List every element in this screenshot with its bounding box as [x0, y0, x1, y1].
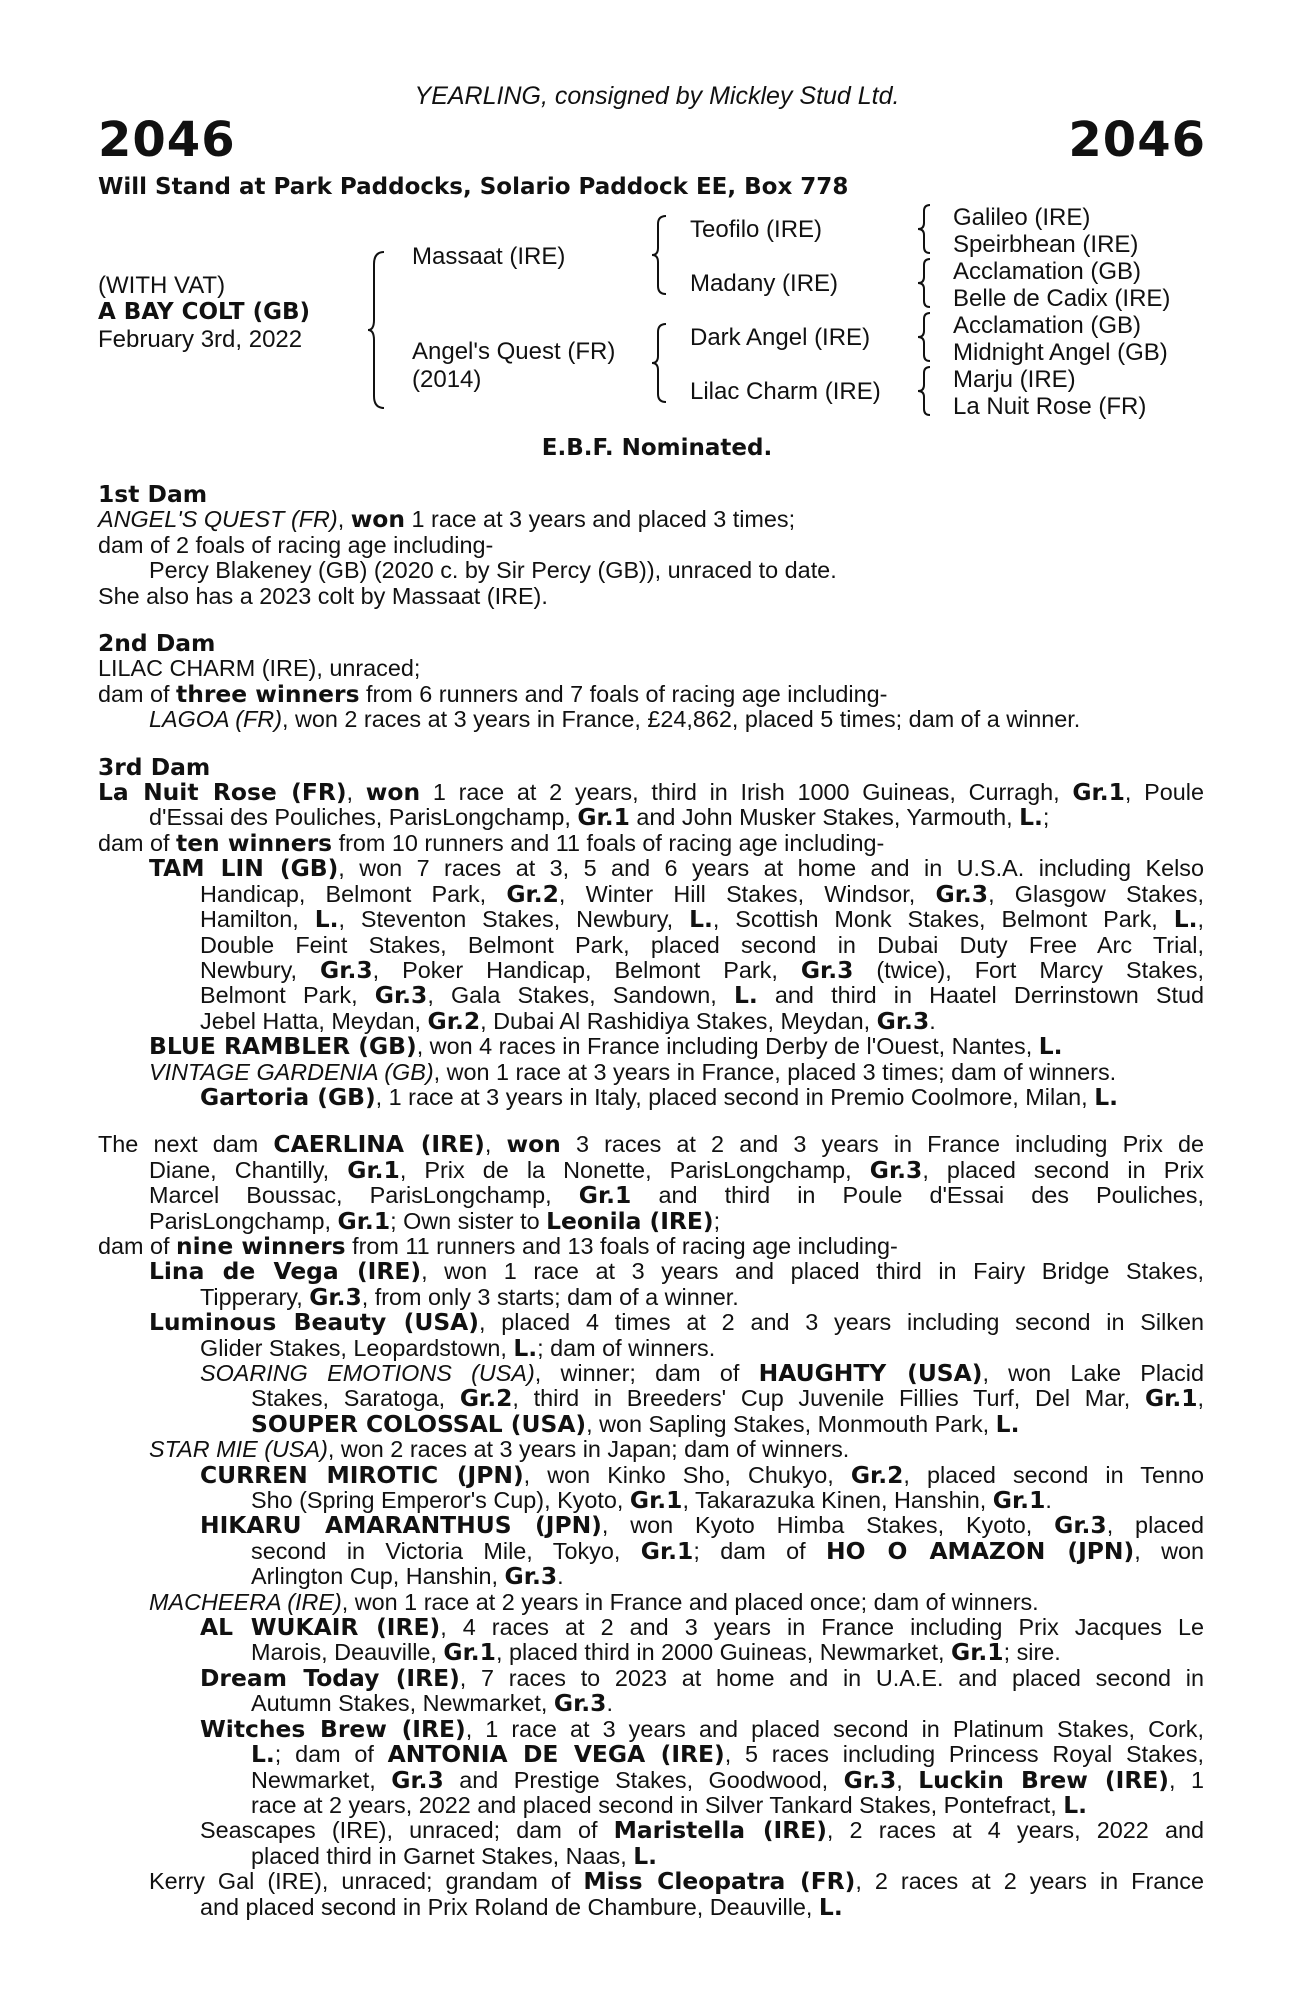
line-text: Leonila (IRE) [546, 1206, 714, 1235]
line-text: SOARING EMOTIONS (USA) [200, 1360, 535, 1386]
line-text: , 1 race at 3 years and placed second in Platinum Stakes, Cork, [465, 1715, 1204, 1742]
line-text: three winners [176, 679, 360, 708]
family-line [98, 1841, 1204, 1870]
line-text: , [896, 1766, 919, 1793]
family-details [98, 482, 1204, 1942]
line-text: , 5 races including Princess Royal Stakes, [724, 1741, 1204, 1768]
foaling-date: February 3rd, 2022 [98, 326, 303, 353]
line-text: , won 2 races at 3 years in France, £24,862, placed 5 times; dam of a winner. [282, 706, 1081, 733]
line-text: Lina de Vega (IRE) [149, 1257, 422, 1286]
line-text: Jebel Hatta, Meydan, [200, 1007, 428, 1034]
line-text: , Gala Stakes, Sandown, [427, 982, 734, 1009]
line-text: Gr.2 [459, 1384, 513, 1413]
line-text: ANGEL'S QUEST (FR) [98, 506, 338, 533]
family-line [98, 533, 1204, 558]
line-text: Stakes, Saratoga, [251, 1385, 460, 1412]
family-line [98, 1790, 1204, 1819]
grandsire-1: Galileo (IRE) [953, 204, 1091, 231]
line-text: (twice), Fort Marcy Stakes, [853, 956, 1204, 983]
line-text: Gr.3 [504, 1562, 558, 1591]
line-text: L. [1173, 905, 1198, 934]
family-line [98, 584, 1204, 609]
dam-sire: Dark Angel (IRE) [690, 324, 871, 351]
sire-dam: Madany (IRE) [690, 270, 839, 297]
line-text: . [929, 1007, 936, 1034]
line-text: HAUGHTY (USA) [758, 1359, 983, 1387]
line-text: Gartoria (GB) [200, 1082, 376, 1111]
line-text: . [1045, 1487, 1052, 1514]
line-text: Newbury, [200, 956, 321, 983]
line-text: Gr.1 [578, 1181, 632, 1210]
line-text: Hamilton, [200, 906, 315, 933]
line-text: , won Lake Placid [982, 1360, 1204, 1386]
line-text: . [557, 1563, 564, 1590]
line-text: Gr.1 [1144, 1384, 1198, 1413]
horse-name: A BAY COLT (GB) [98, 299, 311, 325]
line-text: BLUE RAMBLER (GB) [149, 1032, 417, 1061]
family-line [98, 983, 1204, 1008]
line-text: LILAC CHARM (IRE), unraced; [98, 655, 421, 682]
line-text: Gr.1 [337, 1206, 391, 1235]
line-text: Gr.3 [374, 981, 428, 1010]
line-text: Gr.3 [553, 1689, 607, 1718]
family-line [98, 1460, 1205, 1489]
line-text: Gr.3 [391, 1765, 444, 1794]
family-line [98, 1437, 1204, 1462]
line-text: second in Victoria Mile, Tokyo, [251, 1537, 641, 1564]
line-text: and Prestige Stakes, Goodwood, [443, 1766, 844, 1793]
line-text: Double Feint Stakes, Belmont Park, placed second in Dubai Duty Free Arc Trial, [200, 931, 1204, 958]
family-section [98, 1132, 1204, 1920]
line-text: Luckin Brew (IRE) [918, 1765, 1169, 1794]
line-text: and John Musker Stakes, Yarmouth, [629, 804, 1020, 831]
line-text: from 11 runners and 13 foals of racing age including- [345, 1232, 898, 1259]
line-text: ; [1042, 804, 1050, 831]
line-text: TAM LIN (GB) [149, 854, 339, 883]
line-text: , placed third in 2000 Guineas, Newmarket, [495, 1639, 952, 1666]
family-line [98, 879, 1204, 908]
line-text: L. [251, 1740, 275, 1769]
catalogue-subtitle: YEARLING, consigned by Mickley Stud Ltd. [414, 82, 900, 110]
family-line [98, 1536, 1204, 1565]
line-text: 3 races at 2 and 3 years in France including Prix de [560, 1131, 1205, 1158]
line-text: HIKARU AMARANTHUS (JPN) [200, 1511, 602, 1540]
line-text: , won 7 races at 3, 5 and 6 years at home and in U.S.A. including Kelso [338, 855, 1204, 882]
family-line [98, 1082, 1204, 1111]
family-line [98, 780, 1204, 805]
section-heading: 2nd Dam [98, 629, 216, 658]
line-text: ; [713, 1207, 721, 1234]
sire-dam-brace [368, 250, 390, 410]
line-text: and third in Haatel Derrinstown Stud [757, 982, 1204, 1009]
section-heading: 1st Dam [98, 480, 208, 508]
line-text: , 2 races at 4 years, 2022 and [826, 1817, 1204, 1844]
family-line [98, 1361, 1204, 1386]
line-text: Gr.2 [427, 1006, 481, 1035]
line-text: Tipperary, [200, 1283, 310, 1310]
line-text: , 2 races at 2 years in France [855, 1868, 1204, 1895]
line-text: from 10 runners and 11 foals of racing age including- [332, 829, 885, 856]
line-text: , Steventon Stakes, Newbury, [338, 906, 690, 933]
family-line [98, 1742, 1204, 1767]
family-line [98, 1663, 1204, 1692]
line-text: , placed 4 times at 2 and 3 years including second in Silken [478, 1309, 1204, 1336]
family-line [98, 1155, 1204, 1184]
line-text: Gr.3 [869, 1155, 923, 1184]
family-line [98, 1282, 1204, 1311]
family-line [98, 1564, 1204, 1589]
granddam-4: La Nuit Rose (FR) [953, 393, 1147, 420]
line-text: , won Kinko Sho, Chukyo, [523, 1461, 851, 1488]
line-text: 1 race at 3 years and placed 3 times; [405, 506, 796, 533]
line-text: Percy Blakeney (GB) (2020 c. by Sir Percy (GB)), unraced to date. [149, 557, 837, 584]
family-line [98, 1034, 1204, 1059]
family-line [98, 1765, 1204, 1794]
line-text: Gr.3 [309, 1282, 362, 1311]
line-text: , placed [1106, 1512, 1204, 1539]
grand-brace-1 [918, 203, 936, 255]
dam-line-brace [652, 322, 672, 404]
family-section [98, 482, 1204, 609]
line-text: , won [1134, 1537, 1204, 1564]
line-text: placed third in Garnet Stakes, Naas, [251, 1842, 634, 1869]
family-line [98, 707, 1204, 732]
line-text: , placed second in Prix [922, 1156, 1204, 1183]
line-text: , Winter Hill Stakes, Windsor, [558, 880, 936, 907]
sire-sire: Teofilo (IRE) [690, 216, 823, 243]
line-text: Gr.1 [443, 1638, 496, 1667]
line-text: , won 2 races at 3 years in Japan; dam of winners. [327, 1436, 850, 1463]
line-text: Gr.1 [629, 1486, 683, 1515]
granddam-3: Midnight Angel (GB) [953, 339, 1168, 366]
family-line [98, 1386, 1204, 1411]
line-text: Gr.1 [577, 803, 630, 832]
sire-name: Massaat (IRE) [412, 243, 566, 270]
line-text: L. [1063, 1790, 1088, 1819]
family-line [98, 558, 1204, 583]
line-text: Miss Cleopatra (FR) [583, 1867, 856, 1896]
family-line [98, 955, 1204, 984]
line-text: Marcel Boussac, ParisLongchamp, [149, 1182, 579, 1209]
line-text: ; dam of winners. [537, 1334, 716, 1361]
family-section [98, 631, 1204, 733]
line-text: LAGOA (FR) [149, 706, 282, 733]
line-text: , Dubai Al Rashidiya Stakes, Meydan, [480, 1007, 877, 1034]
line-text: She also has a 2023 colt by Massaat (IRE). [98, 582, 548, 609]
line-text: ; sire. [1003, 1639, 1061, 1666]
grandsire-2: Acclamation (GB) [953, 258, 1142, 285]
line-text: , won 1 race at 3 years and placed third in Fairy Bridge Stakes, [421, 1258, 1205, 1285]
line-text: L. [1019, 803, 1043, 832]
line-text: Gr.1 [640, 1536, 694, 1565]
line-text: AL WUKAIR (IRE) [200, 1613, 441, 1642]
line-text: Gr.1 [992, 1486, 1046, 1515]
family-line [98, 679, 1204, 708]
family-line [98, 1892, 1204, 1921]
vat-note: (WITH VAT) [98, 272, 226, 299]
line-text: L. [513, 1333, 538, 1362]
line-text: dam of [98, 680, 177, 707]
granddam-2: Belle de Cadix (IRE) [953, 285, 1171, 312]
family-line [98, 828, 1204, 857]
line-text: Gr.3 [843, 1765, 897, 1794]
family-section [98, 752, 1204, 1111]
dam-name: Angel's Quest (FR) [412, 338, 616, 365]
line-text: , [1197, 906, 1204, 933]
line-text: , Scottish Monk Stakes, Belmont Park, [712, 906, 1174, 933]
line-text: , 7 races to 2023 at home and in U.A.E. and placed second in [459, 1664, 1204, 1691]
line-text: L. [689, 905, 713, 934]
family-line [98, 1231, 1204, 1260]
family-line [98, 1691, 1204, 1716]
line-text: , 1 race at 3 years in Italy, placed second in Premio Coolmore, Milan, [375, 1083, 1095, 1110]
family-line [98, 1488, 1204, 1513]
line-text: SOUPER COLOSSAL (USA) [251, 1409, 587, 1438]
family-line [98, 933, 1204, 958]
ebf-nominated: E.B.F. Nominated. [541, 435, 773, 461]
line-text: Gr.1 [1072, 778, 1125, 807]
line-text: The next dam [98, 1131, 274, 1158]
family-line [98, 1060, 1204, 1085]
line-text: Gr.2 [506, 879, 559, 908]
grand-brace-2 [918, 257, 936, 309]
line-text: Maristella (IRE) [613, 1816, 827, 1845]
line-text: , won Sapling Stakes, Monmouth Park, [586, 1410, 996, 1437]
line-text: , from only 3 starts; dam of a winner. [361, 1283, 739, 1310]
line-text: CURREN MIROTIC (JPN) [200, 1460, 524, 1489]
line-text: , Takarazuka Kinen, Hanshin, [682, 1487, 993, 1514]
section-heading: 3rd Dam [98, 752, 211, 781]
line-text: Gr.3 [800, 955, 854, 984]
line-text: won [350, 505, 406, 534]
family-line [98, 1640, 1204, 1665]
family-line [98, 1818, 1204, 1843]
family-line [98, 1183, 1204, 1208]
line-text: , Glasgow Stakes, [988, 880, 1204, 907]
family-line [98, 1513, 1204, 1538]
line-text: L. [314, 905, 339, 934]
line-text: , [337, 506, 351, 533]
sire-line-brace [652, 214, 672, 296]
line-text: ; dam of [693, 1537, 827, 1564]
line-text: ; Own sister to [390, 1207, 547, 1234]
line-text: Newmarket, [251, 1766, 392, 1793]
stand-location: Will Stand at Park Paddocks, Solario Paddock EE, Box 778 [98, 174, 849, 200]
family-line [98, 907, 1204, 932]
dam-dam: Lilac Charm (IRE) [690, 378, 881, 405]
line-text: Arlington Cup, Hanshin, [251, 1563, 505, 1590]
line-text: , Poule [1124, 779, 1204, 806]
line-text: , [1197, 1385, 1204, 1412]
line-text: race at 2 years, 2022 and placed second in Silver Tankard Stakes, Pontefract, [251, 1791, 1064, 1818]
line-text: Gr.1 [951, 1638, 1004, 1667]
line-text: ; dam of [274, 1741, 388, 1768]
family-line [98, 1869, 1204, 1894]
line-text: , [346, 779, 366, 806]
line-text: La Nuit Rose (FR) [98, 778, 347, 807]
family-line [98, 507, 1204, 532]
family-line [98, 1409, 1204, 1438]
line-text: Handicap, Belmont Park, [200, 880, 507, 907]
line-text: , won Kyoto Himba Stakes, Kyoto, [601, 1512, 1055, 1539]
line-text: Dream Today (IRE) [200, 1663, 460, 1692]
line-text: L. [1038, 1032, 1063, 1061]
line-text: and third in Poule d'Essai des Pouliches, [631, 1182, 1204, 1209]
grand-brace-4 [918, 365, 936, 417]
line-text: Gr.3 [1054, 1511, 1107, 1540]
line-text: , [484, 1131, 507, 1158]
line-text: . [606, 1690, 613, 1717]
line-text: from 6 runners and 7 foals of racing age including- [359, 680, 888, 707]
line-text: L. [633, 1841, 658, 1870]
line-text: L. [995, 1409, 1020, 1438]
family-line [98, 1714, 1204, 1743]
line-text: Gr.1 [347, 1155, 400, 1184]
family-line [98, 1259, 1204, 1284]
line-text: VINTAGE GARDENIA (GB) [149, 1058, 434, 1085]
line-text: , Poker Handicap, Belmont Park, [372, 956, 801, 983]
line-text: Kerry Gal (IRE), unraced; grandam of [149, 1868, 584, 1895]
family-line [98, 1615, 1204, 1640]
line-text: Gr.3 [320, 955, 373, 984]
family-line [98, 1206, 1204, 1235]
grandsire-4: Marju (IRE) [953, 366, 1076, 393]
family-line [98, 1006, 1204, 1035]
line-text: won [365, 778, 421, 807]
line-text: ten winners [176, 828, 333, 857]
family-line [98, 856, 1204, 881]
lot-number-right: 2046 [1068, 112, 1206, 168]
line-text: , winner; dam of [534, 1360, 759, 1386]
line-text: d'Essai des Pouliches, ParisLongchamp, [149, 804, 578, 831]
family-line [98, 656, 1204, 681]
line-text: , third in Breeders' Cup Juvenile Fillies Turf, Del Mar, [512, 1385, 1145, 1412]
line-text: , 4 races at 2 and 3 years in France including Prix Jacques Le [440, 1614, 1204, 1641]
line-text: , Prix de la Nonette, ParisLongchamp, [399, 1156, 870, 1183]
line-text: Marois, Deauville, [251, 1639, 444, 1666]
line-text: Luminous Beauty (USA) [149, 1308, 479, 1337]
line-text: L. [733, 981, 758, 1010]
family-line [98, 1590, 1204, 1615]
granddam-1: Speirbhean (IRE) [953, 231, 1139, 258]
line-text: Autumn Stakes, Newmarket, [251, 1690, 554, 1717]
line-text: 1 race at 2 years, third in Irish 1000 Guineas, Curragh, [420, 779, 1073, 806]
family-line [98, 805, 1204, 830]
line-text: STAR MIE (USA) [149, 1436, 328, 1463]
line-text: Glider Stakes, Leopardstown, [200, 1334, 514, 1361]
line-text: L. [1094, 1082, 1118, 1111]
line-text: and placed second in Prix Roland de Chambure, Deauville, [200, 1893, 819, 1920]
line-text: , won 4 races in France including Derby de l'Ouest, Nantes, [416, 1033, 1039, 1060]
line-text: Seascapes (IRE), unraced; dam of [200, 1817, 614, 1844]
line-text: , won 1 race at 3 years in France, placed 3 times; dam of winners. [433, 1058, 1117, 1085]
family-line [98, 1333, 1204, 1362]
dam-year: (2014) [412, 366, 482, 393]
line-text: MACHEERA (IRE) [149, 1588, 342, 1615]
line-text: ParisLongchamp, [149, 1207, 338, 1234]
line-text: HO O AMAZON (JPN) [826, 1536, 1135, 1565]
line-text: Gr.3 [876, 1006, 930, 1035]
line-text: , placed second in Tenno [903, 1461, 1205, 1488]
line-text: dam of [98, 829, 177, 856]
line-text: dam of 2 foals of racing age including- [98, 531, 494, 558]
line-text: Sho (Spring Emperor's Cup), Kyoto, [251, 1487, 630, 1514]
line-text: Gr.3 [935, 879, 989, 908]
line-text: Belmont Park, [200, 982, 375, 1009]
line-text: , won 1 race at 2 years in France and placed once; dam of winners. [341, 1588, 1039, 1615]
lot-number-left: 2046 [98, 112, 236, 168]
line-text: Diane, Chantilly, [149, 1156, 348, 1183]
line-text: Witches Brew (IRE) [200, 1714, 466, 1743]
grand-brace-3 [918, 311, 936, 363]
line-text: dam of [98, 1232, 177, 1259]
family-line [98, 1132, 1204, 1157]
line-text: , 1 [1169, 1766, 1204, 1793]
line-text: nine winners [176, 1231, 346, 1260]
family-line [98, 1310, 1204, 1335]
line-text: Gr.2 [850, 1460, 904, 1489]
line-text: ANTONIA DE VEGA (IRE) [387, 1740, 725, 1769]
line-text: L. [818, 1892, 843, 1921]
grandsire-3: Acclamation (GB) [953, 312, 1142, 339]
line-text: won [506, 1130, 561, 1159]
line-text: CAERLINA (IRE) [273, 1130, 485, 1159]
